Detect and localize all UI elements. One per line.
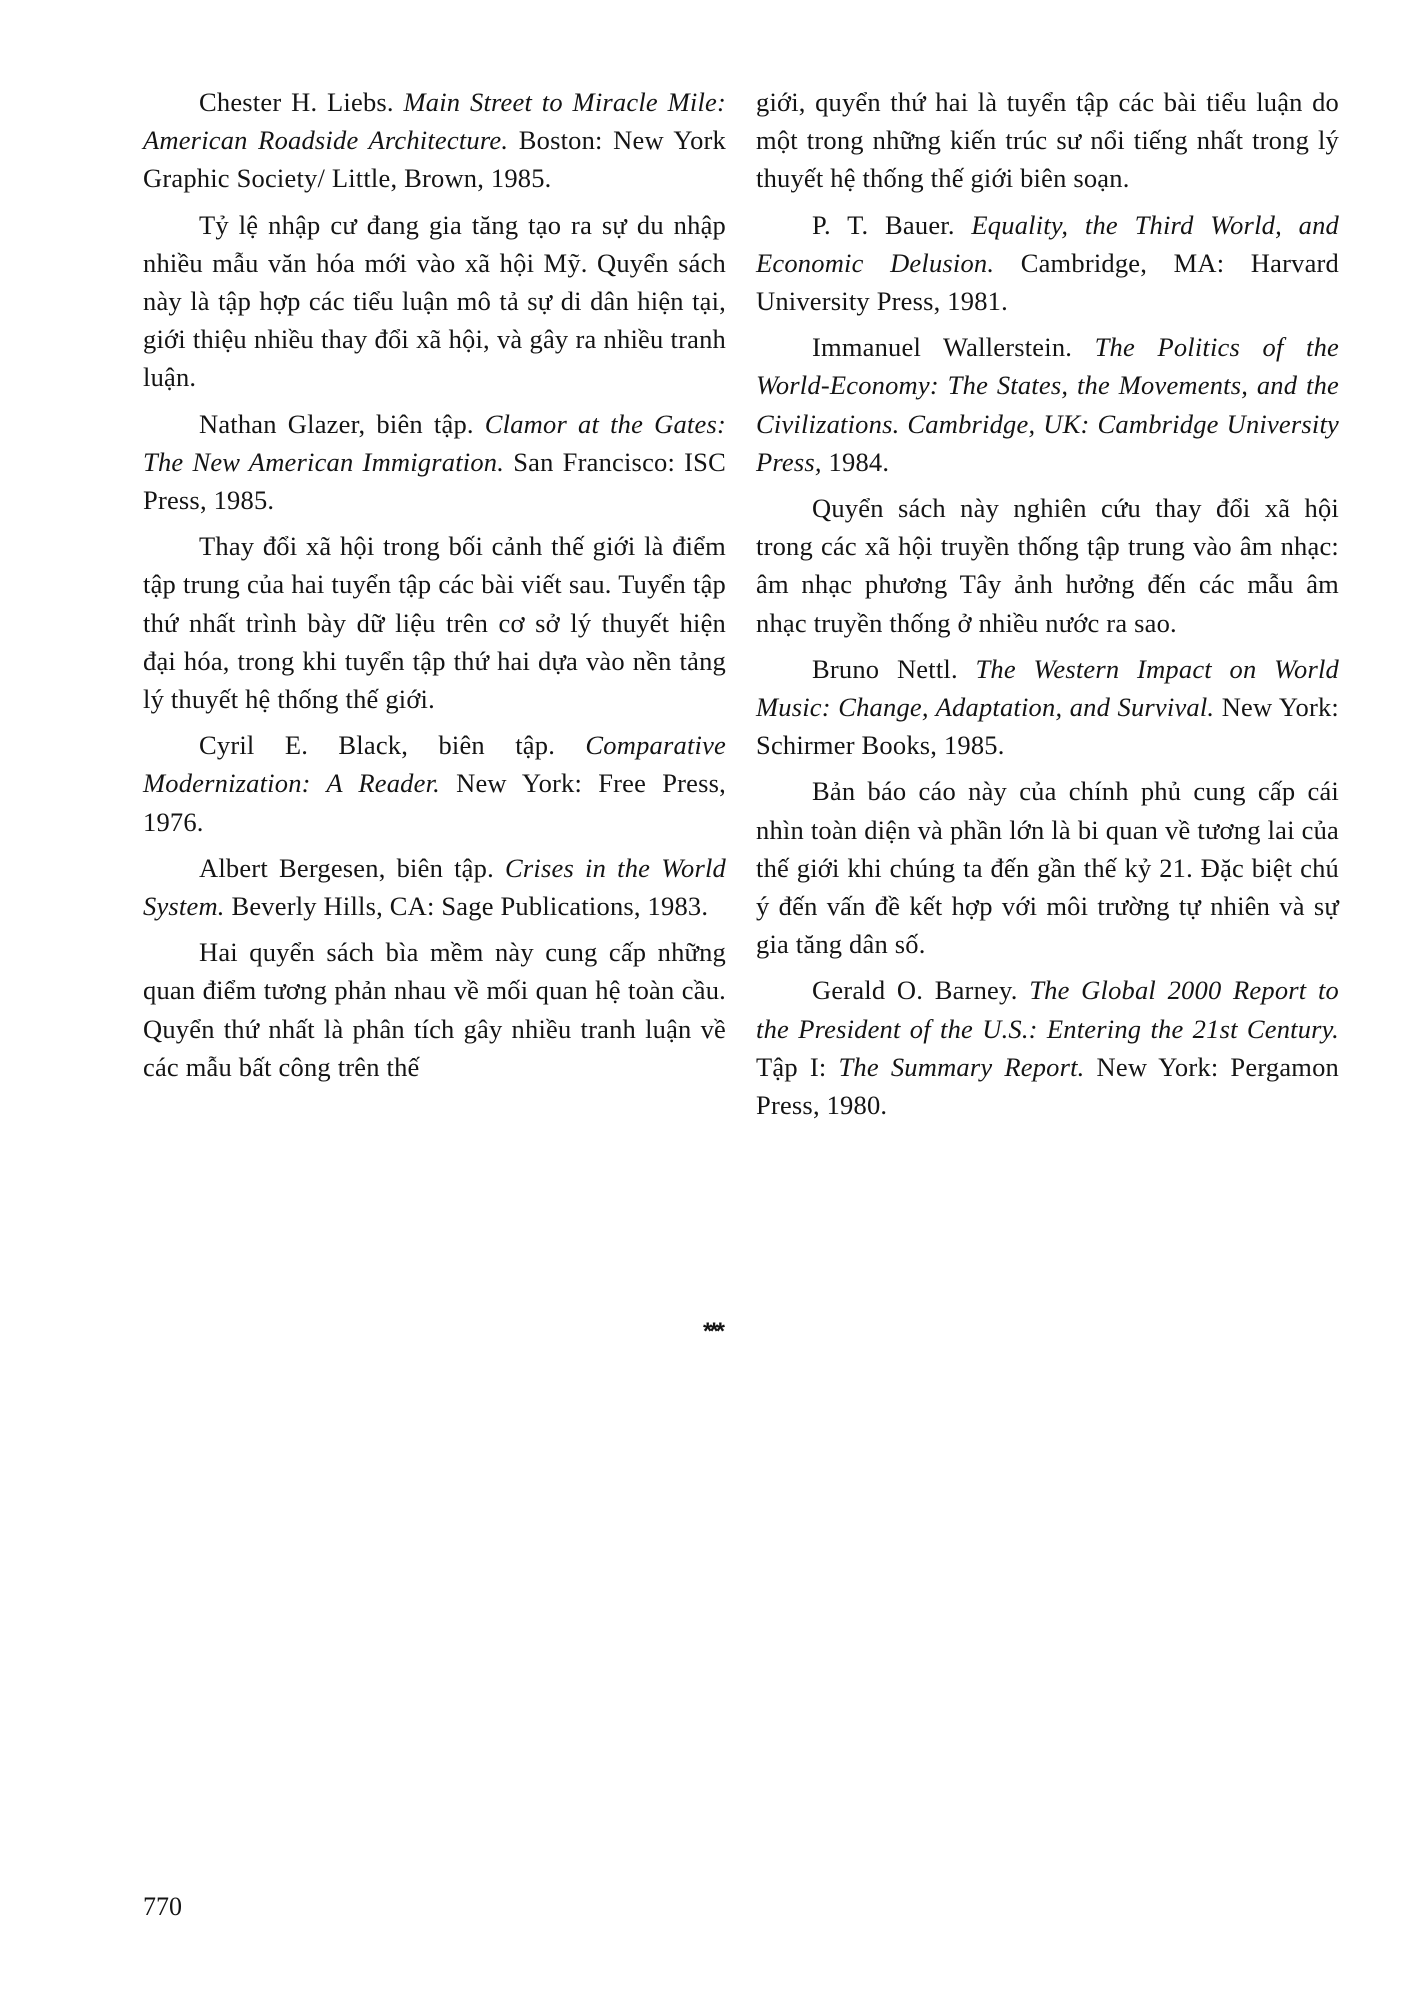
reference-publisher: New York: Free Press, 1976.	[143, 768, 726, 837]
description-music: Quyển sách này nghiên cứu thay đổi xã hội trong các xã hội truyền thống tập trung vào âm nhạc: âm nhạc phương Tây ảnh hưởng đến các mẫu âm nhạc truyền thống ở nhiều nước ra sao.	[756, 493, 1339, 638]
reference-publisher: 1984.	[821, 446, 890, 477]
reference-publisher: New York: Schirmer Books, 1985.	[756, 692, 1339, 761]
reference-barney	[756, 971, 1339, 1124]
reference-author: Albert Bergesen, biên tập.	[199, 852, 506, 883]
reference-author: Chester H. Liebs.	[199, 87, 404, 117]
reference-title: Comparative Modernization: A Reader.	[143, 730, 726, 799]
reference-title: Crises in the World System.	[143, 852, 727, 922]
reference-volume: Tập I:	[756, 1051, 839, 1082]
description-report: Bản báo cáo này của chính phủ cung cấp cái nhìn toàn diện và phần lớn là bi quan về tương lai của thế giới khi chúng ta đến gần thế kỷ 21. Đặc biệt chú ý đến vấn đề kết hợp với môi trường tự nhiên và sự gia tăng dân số.	[756, 776, 1339, 960]
reference-title: The Politics of the World-Economy: The States, the Movements, and the Civilizations. Cambridge, UK: Cambridge University Press,	[756, 332, 1340, 477]
reference-liebs	[143, 83, 726, 198]
page-number: 770	[143, 1892, 182, 1921]
description-paperbacks: Hai quyển sách bìa mềm này cung cấp những quan điểm tương phản nhau về mối quan hệ toàn cầu. Quyển thứ nhất là phân tích gây nhiều tranh luận về các mẫu bất công trên thế	[143, 937, 726, 1082]
reference-title: Main Street to Miracle Mile: American Roadside Architecture.	[143, 87, 726, 156]
reference-bauer	[756, 206, 1339, 321]
reference-title: The Western Impact on World Music: Change, Adaptation, and Survival.	[756, 653, 1339, 723]
left-column	[143, 83, 726, 1094]
reference-black	[143, 726, 726, 841]
description-paperbacks-continued: giới, quyển thứ hai là tuyển tập các bài tiểu luận do một trong những kiến trúc sư nổi tiếng nhất trong lý thuyết hệ thống thế giới biên soạn.	[756, 87, 1339, 194]
right-column	[756, 83, 1339, 1132]
reference-publisher: Cambridge, MA: Harvard University Press, 1981.	[756, 247, 1339, 317]
reference-author: Gerald O. Barney.	[812, 975, 1030, 1006]
reference-author: Cyril E. Black, biên tập.	[199, 730, 586, 761]
reference-publisher: San Francisco: ISC Press, 1985.	[143, 446, 726, 516]
reference-subtitle: The Summary Report.	[838, 1051, 1085, 1082]
reference-bergesen	[143, 849, 726, 925]
section-separator: ***	[702, 1318, 723, 1345]
reference-title: Clamor at the Gates: The New American Immigration.	[143, 408, 726, 477]
reference-author: Nathan Glazer, biên tập.	[199, 408, 485, 439]
reference-author: Immanuel Wallerstein.	[812, 332, 1095, 363]
reference-author: P. T. Bauer.	[812, 209, 972, 240]
reference-wallerstein	[756, 328, 1339, 481]
reference-glazer	[143, 405, 726, 520]
reference-title: The Global 2000 Report to the President of the U.S.: Entering the 21st Century.	[756, 975, 1340, 1044]
reference-nettl	[756, 650, 1339, 765]
reference-publisher: New York: Pergamon Press, 1980.	[756, 1051, 1339, 1121]
reference-author: Bruno Nettl.	[812, 653, 976, 684]
reference-publisher: Beverly Hills, CA: Sage Publications, 1983.	[224, 891, 709, 922]
reference-title: Equality, the Third World, and Economic Delusion.	[756, 209, 1339, 278]
description-social-change: Thay đổi xã hội trong bối cảnh thế giới là điểm tập trung của hai tuyển tập các bài viết sau. Tuyển tập thứ nhất trình bày dữ liệu trên cơ sở lý thuyết hiện đại hóa, trong khi tuyển tập thứ hai dựa vào nền tảng lý thuyết hệ thống thế giới.	[143, 531, 726, 715]
description-immigration: Tỷ lệ nhập cư đang gia tăng tạo ra sự du nhập nhiều mẫu văn hóa mới vào xã hội Mỹ. Quyển sách này là tập hợp các tiểu luận mô tả sự di dân hiện tại, giới thiệu nhiều thay đổi xã hội, và gây ra nhiều tranh luận.	[143, 209, 726, 393]
reference-publisher: Boston: New York Graphic Society/ Little, Brown, 1985.	[143, 125, 726, 194]
